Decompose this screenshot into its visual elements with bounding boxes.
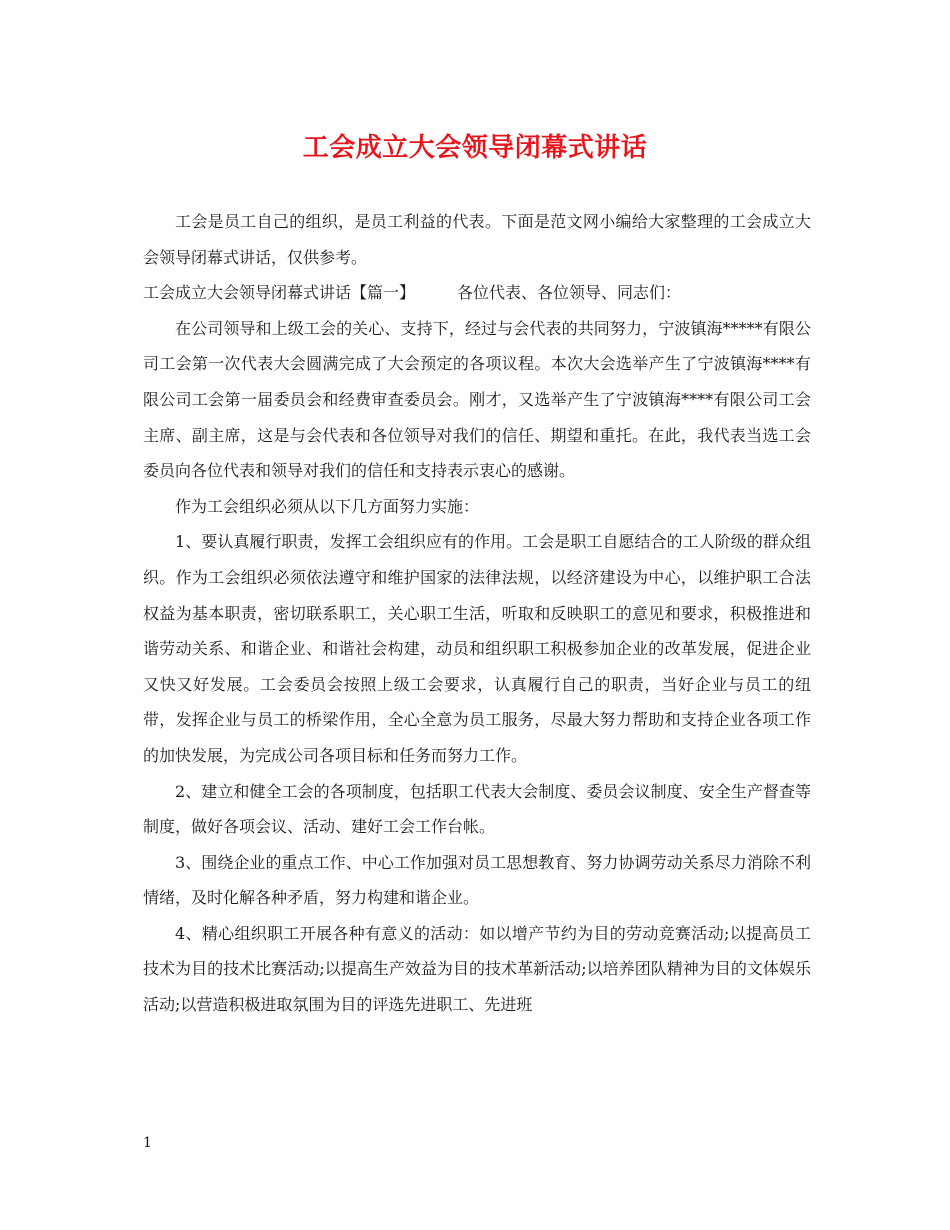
body-paragraph: 2、建立和健全工会的各项制度，包括职工代表大会制度、委员会议制度、安全生产督查等制度，做好各项会议、活动、建好工会工作台帐。 xyxy=(143,781,811,837)
body-paragraph: 4、精心组织职工开展各种有意义的活动：如以增产节约为目的劳动竞赛活动;以提高员工技术为目的技术比赛活动;以提高生产效益为目的技术革新活动;以培养团队精神为目的文体娱乐活动;以营造积极进取氛围为目的评选先进职工、先进班 xyxy=(143,923,811,1015)
intro-paragraph: 工会是员工自己的组织，是员工利益的代表。下面是范文网小编给大家整理的工会成立大会领导闭幕式讲话，仅供参考。 xyxy=(143,212,811,267)
body-paragraph: 1、要认真履行职责，发挥工会组织应有的作用。工会是职工自愿结合的工人阶级的群众组织。作为工会组织必须依法遵守和维护国家的法律法规，以经济建设为中心，以维护职工合法权益为基本职责，密切联系职工，关心职工生活，听取和反映职工的意见和要求，积极推进和谐劳动关系、和谐企业、和谐社会构建，动员和组织职工积极参加企业的改革发展，促进企业又快又好发展。工会委员会按照上级工会要求，认真履行自己的职责，当好企业与员工的纽带，发挥企业与员工的桥梁作用，全心全意为员工服务，尽最大努力帮助和支持企业各项工作的加快发展，为完成公司各项目标和任务而努力工作。 xyxy=(143,532,811,765)
section-heading-line xyxy=(143,275,811,311)
document-body xyxy=(143,204,811,1023)
body-paragraph: 3、围绕企业的重点工作、中心工作加强对员工思想教育、努力协调劳动关系尽力消除不利情绪，及时化解各种矛盾，努力构建和谐企业。 xyxy=(143,852,811,908)
body-paragraph: 作为工会组织必须从以下几方面努力实施： xyxy=(175,496,480,516)
page-number: 1 xyxy=(143,1135,152,1151)
salutation: 各位代表、各位领导、同志们： xyxy=(457,283,682,303)
body-paragraph: 在公司领导和上级工会的关心、支持下，经过与会代表的共同努力，宁波镇海*****有限公司工会第一次代表大会圆满完成了大会预定的各项议程。本次大会选举产生了宁波镇海****有限公司工会第一届委员会和经费审查委员会。刚才，又选举产生了宁波镇海****有限公司工会主席、副主席，这是与会代表和各位领导对我们的信任、期望和重托。在此，我代表当选工会委员向各位代表和领导对我们的信任和支持表示衷心的感谢。 xyxy=(143,318,811,481)
document-title: 工会成立大会领导闭幕式讲话 xyxy=(302,133,648,163)
section-heading: 工会成立大会领导闭幕式讲话【篇一】 xyxy=(143,283,416,303)
